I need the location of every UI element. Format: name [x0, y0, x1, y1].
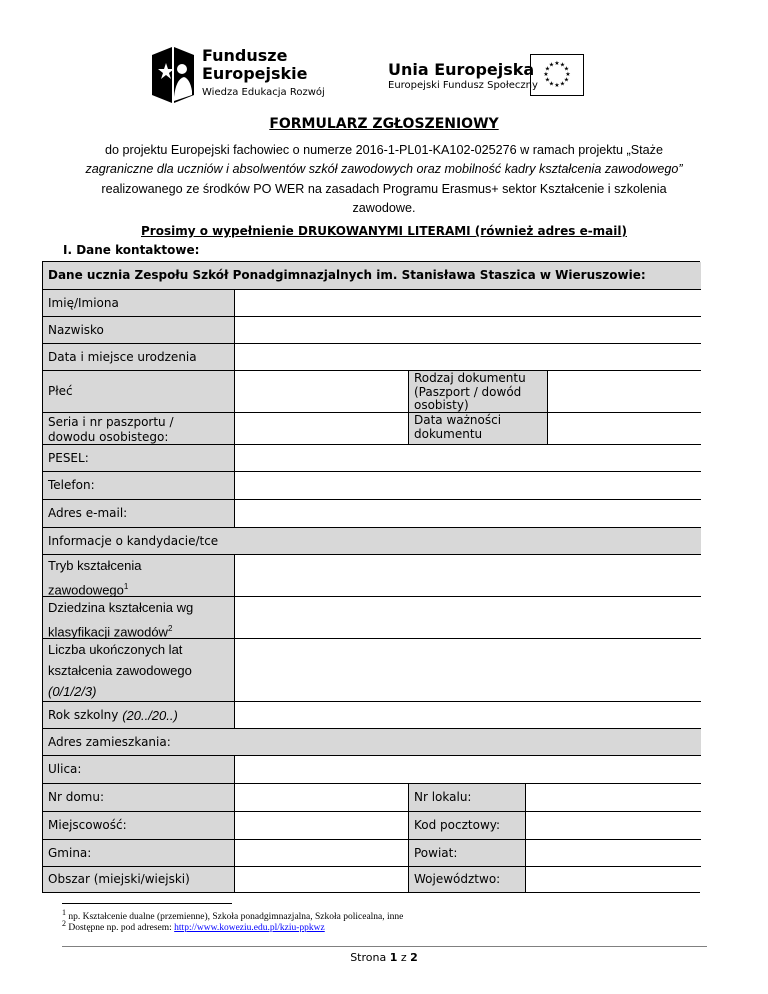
address-heading: Adres zamieszkania: [43, 729, 701, 756]
koweziu-link[interactable]: http://www.koweziu.edu.pl/kziu-ppkwz [174, 923, 325, 934]
phone-label: Telefon: [43, 472, 234, 500]
house-number-field[interactable] [234, 784, 408, 812]
voivodeship-label: Województwo: [408, 867, 525, 892]
years-completed-field[interactable] [234, 639, 701, 702]
first-name-field[interactable] [234, 290, 701, 317]
svg-text:★: ★ [548, 80, 555, 88]
svg-text:★: ★ [544, 65, 551, 73]
instruction-note: Prosimy o wypełnienie DRUKOWANYMI LITERAMI (również adres e-mail) [141, 224, 627, 238]
form-title: FORMULARZ ZGŁOSZENIOWY [269, 116, 499, 132]
voivodeship-field[interactable] [525, 867, 701, 892]
birth-date-place-field[interactable] [234, 344, 701, 371]
intro-line-1: do projektu Europejski fachowiec o numerze 2016-1-PL01-KA102-025276 w ramach projektu „Staże [105, 143, 663, 157]
intro-line-2: zagraniczne dla uczniów i absolwentów szkół zawodowych oraz mobilność kadry kształcenia zawodowego” [85, 162, 683, 177]
document-type-label: Rodzaj dokumentu (Paszport / dowód osobisty) [408, 371, 547, 413]
county-field[interactable] [525, 840, 701, 867]
section-heading: I. Dane kontaktowe: [63, 243, 200, 257]
svg-text:★: ★ [559, 80, 566, 88]
street-field[interactable] [234, 756, 701, 784]
footnote-2: $^2$ Dostępne np. pod adresem: http://www.koweziu.edu.pl/kziu-ppkwz [62, 919, 325, 934]
intro-paragraph [70, 141, 698, 219]
commune-label: Gmina: [43, 840, 234, 867]
postal-code-label: Kod pocztowy: [408, 812, 525, 840]
school-year-field[interactable] [234, 702, 701, 729]
pesel-label: PESEL: [43, 445, 234, 472]
first-name-label: Imię/Imiona [43, 290, 234, 317]
county-label: Powiat: [408, 840, 525, 867]
candidate-info-heading: Informacje o kandydacie/tce [43, 528, 701, 555]
svg-text:★: ★ [563, 65, 570, 73]
svg-text:★: ★ [548, 61, 555, 69]
fe-logo-line1: Fundusze [202, 46, 288, 65]
house-number-label: Nr domu: [43, 784, 234, 812]
apartment-number-label: Nr lokalu: [408, 784, 525, 812]
intro-line-4: zawodowe. [352, 201, 416, 216]
document-type-field[interactable] [547, 371, 701, 413]
document-expiry-field[interactable] [547, 413, 701, 445]
pesel-field[interactable] [234, 445, 701, 472]
svg-text:★: ★ [565, 71, 571, 78]
ue-logo-title: Unia Europejska [388, 60, 535, 79]
apartment-number-field[interactable] [525, 784, 701, 812]
birth-date-place-label: Data i miejsce urodzenia [43, 344, 234, 371]
footnote-1: $^1$ np. Kształcenie dualne (przemienne), Szkoła ponadgimnazjalna, Szkoła policealna, inne [62, 908, 404, 923]
footnote-separator [62, 903, 232, 904]
svg-text:★: ★ [554, 60, 560, 67]
fe-star-person-icon [152, 47, 194, 103]
form-header: Dane ucznia Zespołu Szkół Ponadgimnazjalnych im. Stanisława Staszica w Wieruszowie: [43, 262, 701, 290]
eu-flag-icon [530, 54, 584, 96]
last-name-label: Nazwisko [43, 317, 234, 344]
city-field[interactable] [234, 812, 408, 840]
svg-text:★: ★ [559, 61, 566, 69]
ue-logo-subtitle: Europejski Fundusz Społeczny [388, 80, 538, 91]
passport-series-field[interactable] [234, 413, 408, 445]
education-mode-label: Tryb kształcenia zawodowego$^1$ [43, 555, 234, 597]
gender-field[interactable] [234, 371, 408, 413]
fe-logo-line3: Wiedza Edukacja Rozwój [202, 87, 325, 98]
page-number: Strona 1 z 2 [350, 951, 418, 964]
document-expiry-label: Data ważności dokumentu [408, 413, 547, 445]
svg-text:★: ★ [543, 71, 549, 78]
passport-series-label: Seria i nr paszportu / dowodu osobistego: [43, 413, 234, 445]
area-type-field[interactable] [234, 867, 408, 892]
gender-label: Płeć [43, 371, 234, 413]
phone-field[interactable] [234, 472, 701, 500]
years-completed-label: Liczba ukończonych lat kształcenia zawodowego (0/1/2/3) [43, 639, 234, 702]
svg-text:★: ★ [563, 76, 570, 84]
fe-logo-line2: Europejskie [202, 64, 308, 83]
area-type-label: Obszar (miejski/wiejski) [43, 867, 234, 892]
city-label: Miejscowość: [43, 812, 234, 840]
footer-separator [62, 946, 707, 947]
email-field[interactable] [234, 500, 701, 528]
contact-form-table [42, 261, 700, 893]
email-label: Adres e-mail: [43, 500, 234, 528]
svg-text:★: ★ [554, 82, 560, 89]
education-field-field[interactable] [234, 597, 701, 639]
postal-code-field[interactable] [525, 812, 701, 840]
fundusze-europejskie-logo [152, 47, 337, 107]
education-field-label: Dziedzina kształcenia wg klasyfikacji zawodów$^2$ [43, 597, 234, 639]
street-label: Ulica: [43, 756, 234, 784]
intro-line-3: realizowanego ze środków PO WER na zasadach Programu Erasmus+ sektor Kształcenie i szkolenia [101, 181, 667, 196]
commune-field[interactable] [234, 840, 408, 867]
svg-text:★: ★ [544, 76, 551, 84]
school-year-label: Rok szkolny (20../20..) [43, 702, 234, 729]
last-name-field[interactable] [234, 317, 701, 344]
education-mode-field[interactable] [234, 555, 701, 597]
